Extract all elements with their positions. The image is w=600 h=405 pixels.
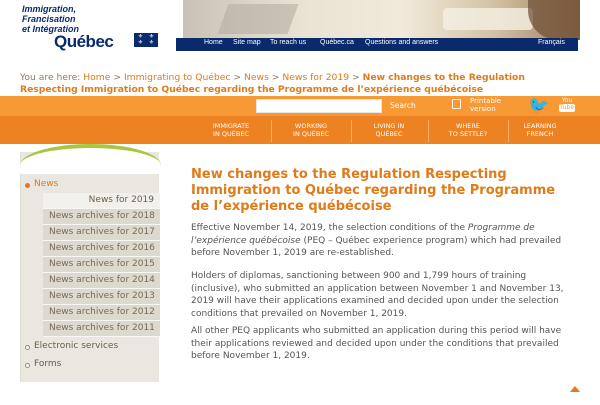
sidebar-item-news-2019[interactable]: News for 2019	[43, 193, 160, 209]
sidebar-item-archive-2014[interactable]: News archives for 2014	[43, 273, 160, 289]
article-paragraph-3: All other PEQ applicants who submitted an application during this period will have their applications reviewed and decided upon under the conditions that prevailed before November 1, 2019.	[191, 326, 562, 361]
sidebar-item-archive-2011[interactable]: News archives for 2011	[43, 321, 160, 337]
nav-working-line1: WORKING	[294, 122, 328, 130]
sidebar-item-archive-2017[interactable]: News archives for 2017	[43, 225, 160, 241]
nav-home-link[interactable]: Home	[204, 39, 223, 46]
printable-version-link[interactable]	[470, 97, 501, 113]
nav-site-map-link[interactable]: Site map	[233, 39, 261, 46]
nav-learning-line1: LEARNING	[523, 122, 557, 130]
breadcrumb-home[interactable]: Home	[83, 72, 111, 83]
nav-immigrate-line1: IMMIGRATE	[212, 122, 250, 130]
sidebar-item-archive-2013[interactable]: News archives for 2013	[43, 289, 160, 305]
sidebar-item-forms-label: Forms	[34, 359, 62, 369]
main-navigation	[0, 116, 600, 144]
search-input[interactable]	[256, 99, 382, 113]
nav-learning-french[interactable]	[505, 122, 575, 138]
sidebar-item-archive-2016[interactable]: News archives for 2016	[43, 241, 160, 257]
breadcrumb-sep: >	[113, 72, 122, 83]
quebec-logo[interactable]	[22, 4, 114, 51]
nav-questions-link[interactable]: Questions and answers	[365, 39, 439, 46]
sidebar-item-news-label: News	[34, 179, 59, 189]
article-paragraph-1	[191, 222, 576, 260]
p1-text-a: Effective November 14, 2019, the selection conditions of the	[191, 223, 468, 233]
search-button[interactable]: Search	[390, 101, 416, 110]
logo-line-2: Francisation	[22, 14, 76, 24]
nav-where-to-settle[interactable]	[433, 122, 503, 138]
logo-quebec: Québec	[54, 32, 114, 51]
search-bar	[0, 96, 600, 116]
nav-divider	[351, 120, 352, 142]
nav-divider	[428, 120, 429, 142]
breadcrumb-sep: >	[271, 72, 280, 83]
back-to-top-icon[interactable]	[570, 386, 580, 392]
twitter-bird-icon[interactable]: 🐦	[528, 96, 550, 116]
printer-icon[interactable]	[452, 99, 461, 109]
sidebar-item-electronic-services-label: Electronic services	[34, 341, 119, 351]
breadcrumb-sep: >	[352, 72, 360, 83]
fleur-de-lis-flag-icon: ⚜ ⚜ ⚜ ⚜	[134, 33, 158, 47]
sidebar-item-archive-2012[interactable]: News archives for 2012	[43, 305, 160, 321]
breadcrumb-current: New changes to the Regulation Respecting Immigration to Québec regarding the Programme de l’expérience québécoise	[20, 72, 525, 95]
youtube-you: You	[561, 97, 573, 104]
nav-where-line2: TO SETTLE?	[448, 130, 488, 138]
nav-to-reach-us-link[interactable]: To reach us	[270, 39, 307, 46]
nav-working-in-quebec[interactable]	[276, 122, 346, 138]
print-label-2: version	[470, 105, 496, 113]
language-toggle-link[interactable]: Français	[538, 39, 565, 46]
logo-line-3: et Intégration	[22, 24, 80, 34]
nav-immigrate-in-quebec[interactable]	[196, 122, 266, 138]
bullet-icon	[25, 345, 30, 350]
nav-learning-line2: FRENCH	[526, 130, 554, 138]
sidebar-item-archive-2015[interactable]: News archives for 2015	[43, 257, 160, 273]
nav-quebec-ca-link[interactable]: Québec.ca	[320, 39, 354, 46]
breadcrumb-news[interactable]: News	[244, 72, 269, 83]
header-photo	[183, 0, 580, 40]
breadcrumb	[20, 72, 580, 96]
breadcrumb-prefix: You are here:	[20, 72, 81, 83]
bullet-icon	[25, 363, 30, 368]
bullet-icon	[25, 183, 30, 188]
nav-living-in-quebec[interactable]	[354, 122, 424, 138]
youtube-tube: Tube	[559, 104, 575, 111]
top-navigation	[176, 38, 578, 51]
breadcrumb-news-2019[interactable]: News for 2019	[282, 72, 350, 83]
breadcrumb-sep: >	[233, 72, 242, 83]
breadcrumb-immigrating[interactable]: Immigrating to Québec	[123, 72, 231, 83]
page-title: New changes to the Regulation Respecting Immigration to Québec regarding the Programme de l’expérience québécoise	[191, 167, 556, 214]
nav-working-line2: IN QUÉBEC	[293, 130, 329, 138]
sidebar-item-archive-2018[interactable]: News archives for 2018	[43, 209, 160, 225]
p1-italic: Programme de l’expérience québécoise	[191, 223, 535, 246]
site-header	[0, 0, 600, 52]
nav-immigrate-line2: IN QUÉBEC	[213, 130, 249, 138]
p1-text-b: (PEQ – Québec experience program) which had prevailed before November 1, 2019 are re-established.	[191, 235, 562, 258]
nav-divider	[271, 120, 272, 142]
sidebar	[20, 152, 159, 382]
logo-line-1: Immigration,	[22, 4, 77, 14]
article-paragraph-2: Holders of diplomas, sanctioning between 900 and 1,799 hours of training (inclusive), who submitted an application between November 1 and November 13, 2019 will have their applications examined and decided upon under the selection conditions that prevailed on November 1, 2019.	[191, 271, 564, 319]
nav-living-line2: QUÉBEC	[375, 130, 403, 138]
sidebar-green-curve	[20, 144, 161, 174]
print-label-1: Printable	[470, 97, 502, 105]
youtube-icon[interactable]	[559, 97, 575, 114]
nav-where-line1: WHERE	[455, 122, 481, 130]
nav-living-line1: LIVING IN	[373, 122, 405, 130]
